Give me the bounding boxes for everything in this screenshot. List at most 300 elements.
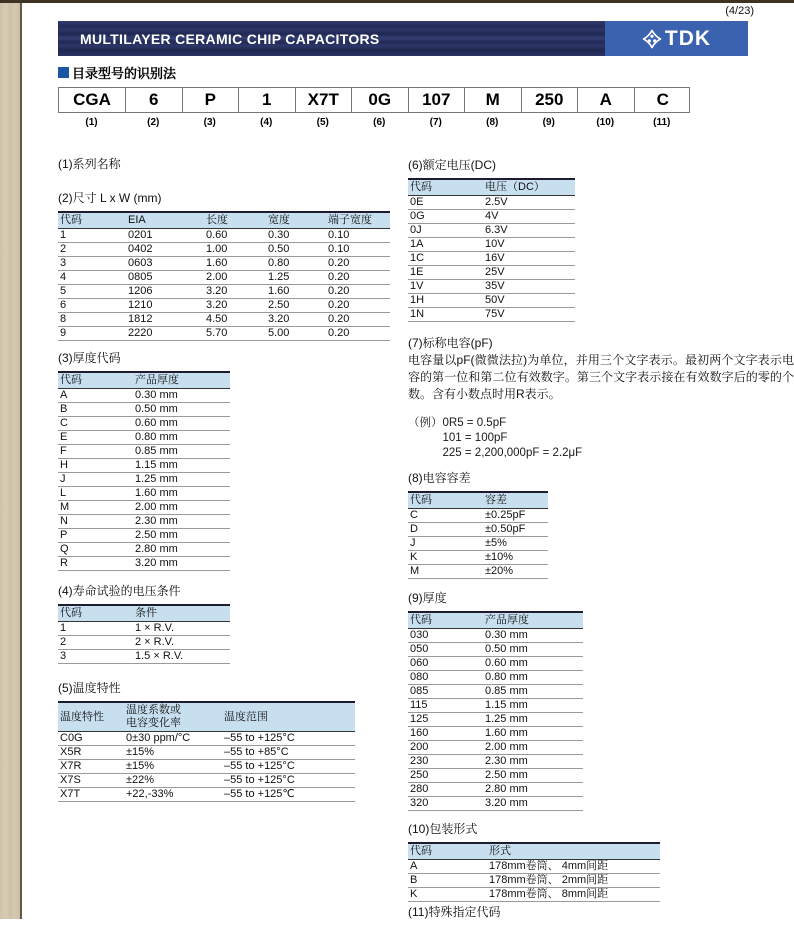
table-cell: B: [408, 874, 487, 888]
table-row: [58, 473, 230, 487]
column-header: 代码: [58, 212, 126, 229]
table-cell: 0.50: [266, 243, 326, 257]
table-cell: 6: [58, 299, 126, 313]
page-title: MULTILAYER CERAMIC CHIP CAPACITORS: [80, 30, 380, 47]
table-cell: 0J: [408, 224, 483, 238]
table-cell: 0.50 mm: [483, 643, 583, 657]
table-row: [58, 515, 230, 529]
table-cell: F: [58, 445, 133, 459]
table-cell: 2: [58, 243, 126, 257]
table-row: [58, 285, 390, 299]
table-row: [408, 266, 575, 280]
part-number-segments: [58, 87, 690, 113]
table-cell: 1.60 mm: [483, 727, 583, 741]
table-cell: 4: [58, 271, 126, 285]
table-cell: ±0.50pF: [483, 523, 548, 537]
table-cell: 1.60: [204, 257, 266, 271]
table-cell: 230: [408, 755, 483, 769]
table-row: [58, 431, 230, 445]
table-header-row: [408, 179, 575, 196]
table-header-row: [408, 843, 660, 860]
section-heading-label: 目录型号的识别法: [72, 66, 177, 81]
table-cell: ±15%: [124, 746, 222, 760]
table-row: [58, 417, 230, 431]
part-number-segment: 6: [126, 88, 183, 112]
table-cell: 3: [58, 257, 126, 271]
table-cell: 2.50: [266, 299, 326, 313]
table-cell: 1A: [408, 238, 483, 252]
table-cell: 1: [58, 622, 133, 636]
scan-edge-left: [0, 3, 20, 919]
column-header: 长度: [204, 212, 266, 229]
table-cell: 1206: [126, 285, 204, 299]
table-cell: 0G: [408, 210, 483, 224]
section-title: (6)额定电压(DC): [408, 158, 496, 172]
table-row: [58, 788, 355, 802]
header-bar: [58, 21, 748, 56]
table-row: [408, 643, 583, 657]
table-row: [408, 671, 583, 685]
table-cell: M: [408, 565, 483, 579]
table-cell: 3.20: [204, 299, 266, 313]
tdk-lantern-icon: [642, 29, 662, 49]
table-cell: 320: [408, 797, 483, 811]
table-cell: 0.50 mm: [133, 403, 230, 417]
table-cell: 0.60 mm: [133, 417, 230, 431]
table-cell: 0201: [126, 229, 204, 243]
table-row: [58, 313, 390, 327]
part-number-segment: CGA: [59, 88, 126, 112]
table-row: [408, 888, 660, 902]
capacitance-examples: [408, 416, 794, 461]
section-title: (4)寿命试验的电压条件: [58, 584, 181, 598]
table-cell: 0.80: [266, 257, 326, 271]
table-cell: 050: [408, 643, 483, 657]
table-cell: 1V: [408, 280, 483, 294]
table-row: [408, 308, 575, 322]
table-cell: –55 to +85°C: [222, 746, 355, 760]
table-row: [408, 657, 583, 671]
table-cell: 085: [408, 685, 483, 699]
table-cell: 125: [408, 713, 483, 727]
part-number-segment: P: [183, 88, 240, 112]
section-tolerance: [408, 469, 548, 579]
table-row: [58, 299, 390, 313]
table-cell: 0.10: [326, 243, 390, 257]
section-heading: [58, 63, 176, 82]
table-cell: 0805: [126, 271, 204, 285]
table-cell: 4.50: [204, 313, 266, 327]
table-row: [408, 769, 583, 783]
table-cell: 9: [58, 327, 126, 341]
section-title: (11)特殊指定代码: [408, 905, 501, 919]
example-line: 0R5 = 0.5pF: [442, 417, 507, 429]
table-row: [58, 774, 355, 788]
table-cell: D: [408, 523, 483, 537]
example-line: 101 = 100pF: [442, 432, 508, 444]
part-number-segment: 1: [239, 88, 296, 112]
table-header-row: [408, 492, 548, 509]
part-number-index: (8): [486, 117, 499, 128]
table-cell: R: [58, 557, 133, 571]
table-row: [408, 196, 575, 210]
example-lines: [443, 416, 583, 461]
table-cell: 0.30 mm: [483, 629, 583, 643]
size-table: [58, 211, 390, 341]
section-thickness: [408, 589, 583, 811]
table-cell: 030: [408, 629, 483, 643]
table-cell: 0±30 ppm/°C: [124, 732, 222, 746]
table-cell: 50V: [483, 294, 575, 308]
table-cell: 1.5 × R.V.: [133, 650, 230, 664]
table-cell: 2.50 mm: [483, 769, 583, 783]
table-cell: 2.80 mm: [133, 543, 230, 557]
table-cell: A: [58, 389, 133, 403]
table-header-row: [58, 372, 230, 389]
table-row: [408, 713, 583, 727]
table-cell: 1: [58, 229, 126, 243]
table-header-row: [408, 612, 583, 629]
table-cell: 2220: [126, 327, 204, 341]
column-header: 温度范围: [222, 702, 355, 732]
table-row: [58, 403, 230, 417]
table-cell: ±5%: [483, 537, 548, 551]
table-cell: 1H: [408, 294, 483, 308]
table-row: [408, 741, 583, 755]
table-cell: 060: [408, 657, 483, 671]
scan-edge-top: [0, 0, 794, 3]
table-cell: 0.85 mm: [483, 685, 583, 699]
column-header: 端子宽度: [326, 212, 390, 229]
table-row: [408, 537, 548, 551]
part-number-segment: X7T: [296, 88, 353, 112]
table-cell: P: [58, 529, 133, 543]
table-cell: Q: [58, 543, 133, 557]
table-cell: ±10%: [483, 551, 548, 565]
table-row: [58, 622, 230, 636]
table-cell: –55 to +125°C: [222, 732, 355, 746]
column-header: 代码: [408, 179, 483, 196]
table-cell: 0.80 mm: [133, 431, 230, 445]
table-row: [408, 874, 660, 888]
table-row: [408, 224, 575, 238]
table-cell: X7T: [58, 788, 124, 802]
table-cell: ±0.25pF: [483, 509, 548, 523]
table-header-row: [58, 702, 355, 732]
table-cell: X7S: [58, 774, 124, 788]
table-cell: 160: [408, 727, 483, 741]
column-header: EIA: [126, 212, 204, 229]
table-row: [58, 529, 230, 543]
section-title: (7)标称电容(pF): [408, 336, 493, 350]
table-row: [58, 243, 390, 257]
table-cell: 16V: [483, 252, 575, 266]
table-cell: M: [58, 501, 133, 515]
table-cell: +22,-33%: [124, 788, 222, 802]
column-header: 温度系数或 电容变化率: [124, 702, 222, 732]
section-title: (2)尺寸 L x W (mm): [58, 191, 162, 205]
table-cell: 178mm卷筒、 2mm间距: [487, 874, 660, 888]
table-cell: 1.15 mm: [483, 699, 583, 713]
column-header: 条件: [133, 605, 230, 622]
thickness-table: [408, 611, 583, 811]
table-cell: 1.00: [204, 243, 266, 257]
section-life-test: [58, 582, 230, 664]
column-header: 容差: [483, 492, 548, 509]
table-cell: L: [58, 487, 133, 501]
table-cell: 3.20 mm: [483, 797, 583, 811]
table-cell: B: [58, 403, 133, 417]
table-cell: 1.60: [266, 285, 326, 299]
table-cell: K: [408, 551, 483, 565]
table-cell: 75V: [483, 308, 575, 322]
table-cell: 0.20: [326, 327, 390, 341]
column-header: 产品厚度: [483, 612, 583, 629]
table-cell: 280: [408, 783, 483, 797]
life-test-table: [58, 604, 230, 664]
table-row: [58, 760, 355, 774]
blue-square-bullet-icon: [58, 67, 69, 78]
table-cell: 2.50 mm: [133, 529, 230, 543]
column-header: 电压（DC）: [483, 179, 575, 196]
table-row: [58, 746, 355, 760]
column-header: 产品厚度: [133, 372, 230, 389]
table-row: [408, 280, 575, 294]
table-row: [58, 459, 230, 473]
column-header: 代码: [58, 372, 133, 389]
part-number-segment: 107: [409, 88, 466, 112]
table-cell: 1.25 mm: [483, 713, 583, 727]
table-row: [408, 755, 583, 769]
column-header: 代码: [408, 843, 487, 860]
table-row: [58, 229, 390, 243]
table-row: [408, 294, 575, 308]
table-cell: ±22%: [124, 774, 222, 788]
table-cell: H: [58, 459, 133, 473]
table-cell: 5.70: [204, 327, 266, 341]
table-cell: 0.30 mm: [133, 389, 230, 403]
section-special-code: [408, 903, 500, 925]
table-cell: 8: [58, 313, 126, 327]
table-cell: 200: [408, 741, 483, 755]
section-title: (10)包装形式: [408, 822, 478, 836]
table-cell: 3.20 mm: [133, 557, 230, 571]
table-cell: E: [58, 431, 133, 445]
table-cell: 0.20: [326, 271, 390, 285]
table-cell: 6.3V: [483, 224, 575, 238]
part-number-index: (11): [653, 117, 671, 128]
part-number-index: (1): [85, 117, 98, 128]
scan-edge-left-line: [20, 3, 22, 919]
table-cell: ±20%: [483, 565, 548, 579]
table-cell: 0.20: [326, 313, 390, 327]
section-rated-voltage: [408, 156, 575, 322]
part-number-index: (10): [596, 117, 615, 128]
table-row: [408, 565, 548, 579]
section-size: [58, 189, 390, 341]
table-cell: 2 × R.V.: [133, 636, 230, 650]
column-header: 宽度: [266, 212, 326, 229]
example-label: （例）: [408, 417, 443, 429]
table-cell: –55 to +125°C: [222, 774, 355, 788]
table-cell: 35V: [483, 280, 575, 294]
table-row: [408, 727, 583, 741]
table-cell: 1.15 mm: [133, 459, 230, 473]
table-cell: 3.20: [204, 285, 266, 299]
tdk-logo: [605, 21, 748, 56]
table-cell: 2: [58, 636, 133, 650]
table-row: [408, 210, 575, 224]
table-row: [408, 509, 548, 523]
table-cell: 2.30 mm: [483, 755, 583, 769]
part-number-segment: 250: [522, 88, 579, 112]
table-cell: 2.80 mm: [483, 783, 583, 797]
section-title: (9)厚度: [408, 591, 447, 605]
thickness-code-table: [58, 371, 230, 571]
table-row: [408, 699, 583, 713]
part-number-index: (3): [203, 117, 216, 128]
column-header: 代码: [58, 605, 133, 622]
table-cell: J: [408, 537, 483, 551]
part-number-index: (9): [542, 117, 555, 128]
table-cell: 0.20: [326, 285, 390, 299]
section-title: (1)系列名称: [58, 157, 121, 171]
capacitance-description: 电容量以pF(微微法拉)为单位，并用三个文字表示。最初两个文字表示电容的第一位和第二位有效数字。第三个文字表示接在有效数字后的零的个数。含有小数点时用R表示。: [408, 353, 794, 401]
section-title: (3)厚度代码: [58, 351, 121, 365]
table-row: [58, 271, 390, 285]
table-cell: 1210: [126, 299, 204, 313]
part-number-index: (2): [147, 117, 160, 128]
table-row: [58, 557, 230, 571]
table-cell: 0E: [408, 196, 483, 210]
table-cell: 115: [408, 699, 483, 713]
table-row: [58, 732, 355, 746]
table-cell: 0.60: [204, 229, 266, 243]
table-cell: 1 × R.V.: [133, 622, 230, 636]
table-cell: 2.00 mm: [483, 741, 583, 755]
table-row: [408, 252, 575, 266]
table-row: [408, 523, 548, 537]
table-row: [408, 783, 583, 797]
table-cell: ±15%: [124, 760, 222, 774]
table-row: [58, 327, 390, 341]
table-cell: K: [408, 888, 487, 902]
section-nominal-capacitance: [408, 334, 794, 461]
part-number-indices: [58, 117, 690, 128]
table-cell: C: [58, 417, 133, 431]
part-number-segment: M: [465, 88, 522, 112]
table-cell: 5.00: [266, 327, 326, 341]
table-cell: –55 to +125℃: [222, 788, 355, 802]
table-cell: 4V: [483, 210, 575, 224]
table-row: [58, 445, 230, 459]
part-number-segment: A: [578, 88, 635, 112]
table-cell: 178mm卷筒、 8mm间距: [487, 888, 660, 902]
table-row: [58, 389, 230, 403]
table-row: [408, 629, 583, 643]
table-row: [408, 797, 583, 811]
table-cell: 10V: [483, 238, 575, 252]
table-cell: 2.5V: [483, 196, 575, 210]
table-cell: 0.20: [326, 257, 390, 271]
table-cell: 2.00 mm: [133, 501, 230, 515]
table-cell: J: [58, 473, 133, 487]
section-temp-characteristics: [58, 679, 355, 802]
table-cell: 0.30: [266, 229, 326, 243]
table-row: [408, 860, 660, 874]
part-number-segment: C: [656, 90, 669, 109]
table-header-row: [58, 212, 390, 229]
table-cell: 5: [58, 285, 126, 299]
table-cell: C0G: [58, 732, 124, 746]
section-title: (8)电容容差: [408, 471, 471, 485]
table-cell: –55 to +125°C: [222, 760, 355, 774]
table-cell: N: [58, 515, 133, 529]
column-header: 温度特性: [58, 702, 124, 732]
table-cell: X7R: [58, 760, 124, 774]
table-row: [58, 636, 230, 650]
part-number-segment: 0G: [352, 88, 409, 112]
table-cell: 178mm卷筒、 4mm间距: [487, 860, 660, 874]
table-cell: 0.80 mm: [483, 671, 583, 685]
tdk-logo-text: TDK: [664, 26, 712, 50]
section-packaging: [408, 820, 660, 902]
part-number-index: (6): [373, 117, 386, 128]
table-cell: 1.25 mm: [133, 473, 230, 487]
part-number-index: (5): [316, 117, 329, 128]
table-row: [408, 238, 575, 252]
table-cell: 0.20: [326, 299, 390, 313]
table-row: [408, 685, 583, 699]
table-cell: X5R: [58, 746, 124, 760]
table-cell: 3.20: [266, 313, 326, 327]
packaging-table: [408, 842, 660, 902]
table-row: [58, 543, 230, 557]
table-cell: 0.10: [326, 229, 390, 243]
table-cell: 1E: [408, 266, 483, 280]
table-row: [408, 551, 548, 565]
table-cell: 1.60 mm: [133, 487, 230, 501]
table-cell: 0.60 mm: [483, 657, 583, 671]
section-series-name: [58, 155, 121, 177]
part-number-index: (7): [429, 117, 442, 128]
table-row: [58, 650, 230, 664]
column-header: 形式: [487, 843, 660, 860]
table-cell: C: [408, 509, 483, 523]
table-cell: 080: [408, 671, 483, 685]
section-title: (5)温度特性: [58, 681, 121, 695]
table-cell: 2.30 mm: [133, 515, 230, 529]
example-line: 225 = 2,200,000pF = 2.2μF: [442, 447, 583, 459]
temp-characteristics-table: [58, 701, 355, 802]
column-header: 代码: [408, 492, 483, 509]
table-cell: 1N: [408, 308, 483, 322]
table-cell: A: [408, 860, 487, 874]
table-cell: 25V: [483, 266, 575, 280]
table-row: [58, 501, 230, 515]
column-header: 代码: [408, 612, 483, 629]
rated-voltage-table: [408, 178, 575, 322]
table-cell: 0603: [126, 257, 204, 271]
table-cell: 3: [58, 650, 133, 664]
table-cell: 1812: [126, 313, 204, 327]
table-cell: 0402: [126, 243, 204, 257]
table-cell: 250: [408, 769, 483, 783]
table-cell: 1.25: [266, 271, 326, 285]
table-cell: 1C: [408, 252, 483, 266]
table-row: [58, 487, 230, 501]
table-row: [58, 257, 390, 271]
